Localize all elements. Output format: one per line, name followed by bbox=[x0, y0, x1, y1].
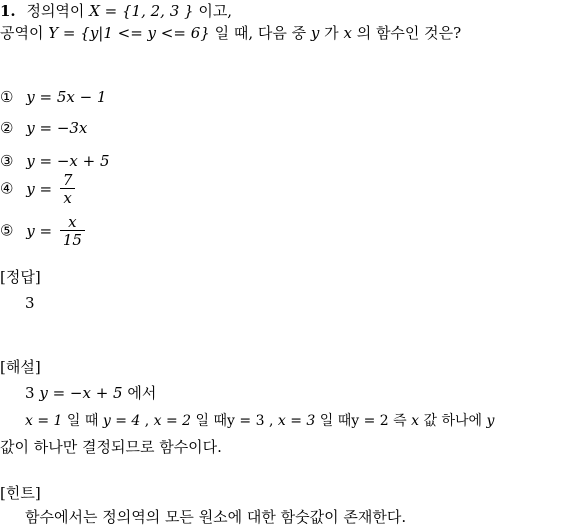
explanation-text: 3 bbox=[25, 384, 35, 402]
hint-label: [힌트] bbox=[0, 484, 41, 502]
choice-2 bbox=[0, 119, 87, 137]
fraction-numerator: 7 bbox=[62, 171, 73, 189]
choice-4 bbox=[0, 172, 75, 207]
hint-text: 함수에서는 정의역의 모든 원소에 대한 함숫값이 존재한다. bbox=[25, 508, 407, 526]
fraction-numerator: x bbox=[68, 213, 77, 231]
choice-marker: ⑤ bbox=[0, 221, 14, 240]
explanation-text: 일 때y = 2 bbox=[319, 413, 389, 429]
question-text: 이고, bbox=[198, 2, 233, 20]
fraction-denominator: x bbox=[60, 188, 74, 207]
choice-fraction bbox=[60, 172, 76, 207]
explanation-math: y = 4 bbox=[102, 413, 141, 429]
question-text: 공역이 bbox=[0, 24, 44, 42]
explanation-math: y = −x + 5 bbox=[39, 384, 123, 402]
question-domain-math: X = {1, 2, 3 } bbox=[89, 2, 194, 20]
fraction-denominator: 15 bbox=[60, 230, 85, 249]
question-number: 1. bbox=[0, 2, 16, 20]
explanation-text: 에서 bbox=[127, 384, 157, 402]
choice-expression: y = −3x bbox=[26, 119, 88, 137]
explanation-line-3: 값이 하나만 결정되므로 함수이다. bbox=[0, 438, 222, 456]
explanation-text: 일 때y = 3 bbox=[195, 413, 265, 429]
question-text: 가 bbox=[324, 24, 339, 42]
explanation-line-2 bbox=[25, 412, 494, 430]
explanation-math: y bbox=[486, 413, 495, 429]
question-var: y bbox=[310, 24, 320, 42]
question-text: 의 함수인 것은? bbox=[356, 24, 462, 42]
question-line-2 bbox=[0, 24, 461, 42]
question-text: 일 때, 다음 중 bbox=[214, 24, 307, 42]
choice-marker: ③ bbox=[0, 152, 14, 170]
choice-fraction bbox=[60, 214, 85, 249]
explanation-text: 일 때 bbox=[66, 413, 99, 429]
question-codomain-math: Y = {y|1 <= y <= 6} bbox=[48, 24, 210, 42]
explanation-math: x bbox=[411, 413, 420, 429]
explanation-text: , bbox=[268, 413, 274, 429]
explanation-text: 값 하나에 bbox=[423, 413, 483, 429]
explanation-label: [해설] bbox=[0, 358, 41, 376]
choice-1 bbox=[0, 88, 106, 106]
answer-value: 3 bbox=[25, 294, 35, 312]
explanation-line-1 bbox=[25, 384, 156, 402]
choice-expression: y = −x + 5 bbox=[26, 152, 110, 170]
answer-label: [정답] bbox=[0, 268, 41, 286]
question-line-1 bbox=[0, 2, 232, 20]
choice-5 bbox=[0, 214, 85, 249]
choice-3 bbox=[0, 152, 110, 170]
question-text: 정의역이 bbox=[26, 2, 85, 20]
explanation-math: x = 2 bbox=[153, 413, 192, 429]
choice-expression: y = 5x − 1 bbox=[26, 88, 107, 106]
explanation-math: x = 3 bbox=[277, 413, 316, 429]
explanation-text: 즉 bbox=[393, 413, 407, 429]
choice-marker: ② bbox=[0, 119, 14, 137]
question-var: x bbox=[343, 24, 352, 42]
choice-marker: ① bbox=[0, 88, 14, 106]
choice-expression: y = bbox=[26, 179, 53, 198]
choice-marker: ④ bbox=[0, 179, 14, 198]
explanation-text: , bbox=[144, 413, 150, 429]
choice-expression: y = bbox=[26, 221, 53, 240]
explanation-math: x = 1 bbox=[25, 413, 63, 429]
